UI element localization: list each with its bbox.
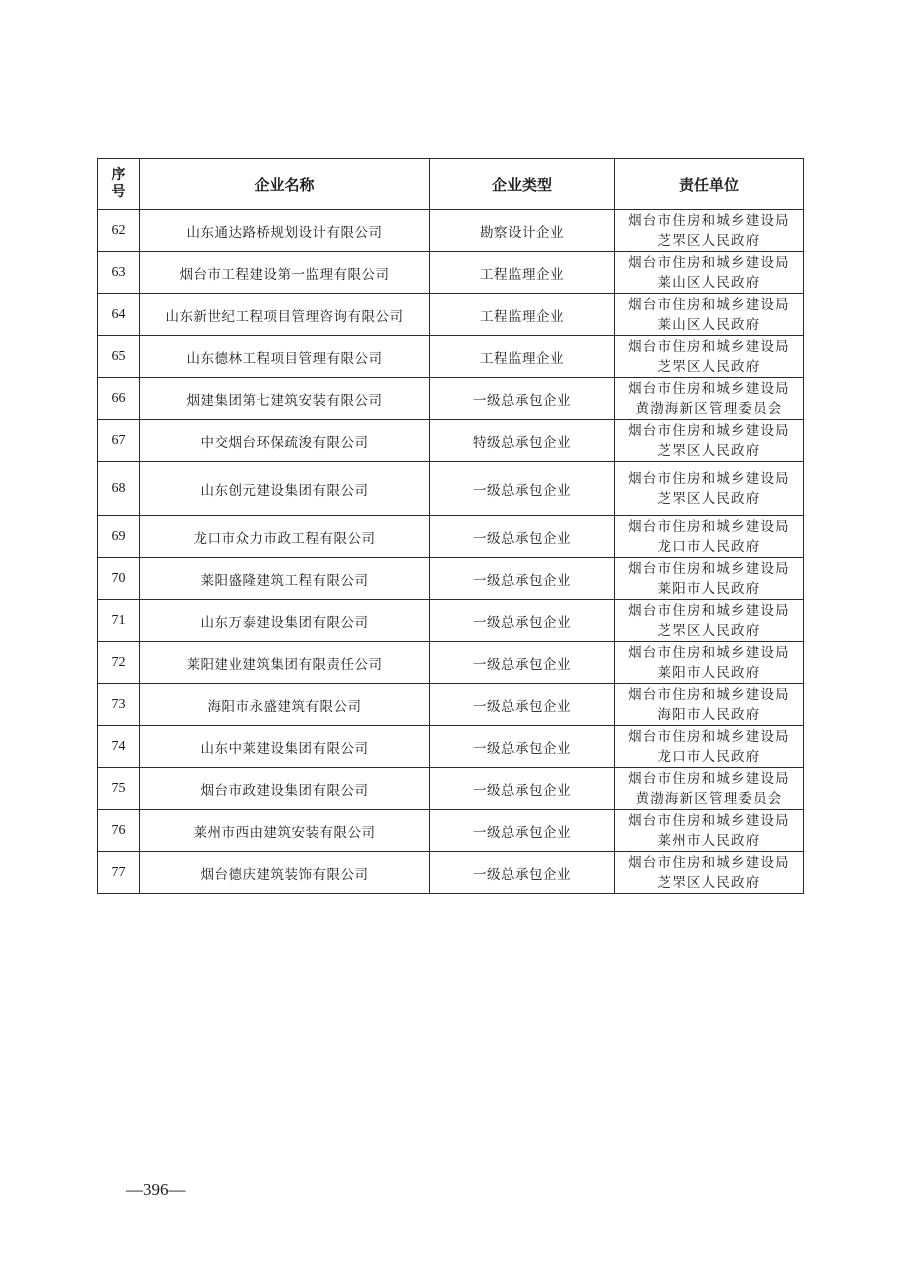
responsible-unit-line2: 海阳市人民政府: [657, 706, 761, 723]
row-number: 73: [98, 684, 140, 726]
responsible-unit-line2: 芝罘区人民政府: [657, 232, 761, 249]
row-number: 76: [98, 810, 140, 852]
row-number: 77: [98, 852, 140, 894]
responsible-unit: [615, 600, 804, 642]
responsible-unit-line1: 烟台市住房和城乡建设局: [628, 602, 790, 619]
company-name: 莱阳建业建筑集团有限责任公司: [140, 642, 430, 684]
responsible-unit: [615, 642, 804, 684]
responsible-unit-line1: 烟台市住房和城乡建设局: [628, 854, 790, 871]
responsible-unit-line1: 烟台市住房和城乡建设局: [628, 254, 790, 271]
responsible-unit: [615, 516, 804, 558]
responsible-unit-line2: 芝罘区人民政府: [657, 622, 761, 639]
company-type: 一级总承包企业: [430, 516, 615, 558]
company-name: 龙口市众力市政工程有限公司: [140, 516, 430, 558]
responsible-unit: [615, 558, 804, 600]
table-row: [98, 210, 804, 252]
company-name: 烟台德庆建筑装饰有限公司: [140, 852, 430, 894]
company-type: 工程监理企业: [430, 252, 615, 294]
table-row: [98, 378, 804, 420]
responsible-unit-line1: 烟台市住房和城乡建设局: [628, 812, 790, 829]
row-number: 69: [98, 516, 140, 558]
row-number: 72: [98, 642, 140, 684]
company-name: 莱阳盛隆建筑工程有限公司: [140, 558, 430, 600]
company-name: 烟台市工程建设第一监理有限公司: [140, 252, 430, 294]
table-row: [98, 726, 804, 768]
company-type: 一级总承包企业: [430, 600, 615, 642]
responsible-unit-line1: 烟台市住房和城乡建设局: [628, 728, 790, 745]
responsible-unit: [615, 210, 804, 252]
header-type: 企业类型: [430, 159, 615, 210]
company-name: 山东通达路桥规划设计有限公司: [140, 210, 430, 252]
responsible-unit: [615, 726, 804, 768]
row-number: 68: [98, 462, 140, 516]
header-seq-line1: 序: [111, 167, 126, 183]
company-type: 一级总承包企业: [430, 378, 615, 420]
responsible-unit-line1: 烟台市住房和城乡建设局: [628, 518, 790, 535]
header-name: 企业名称: [140, 159, 430, 210]
responsible-unit-line1: 烟台市住房和城乡建设局: [628, 770, 790, 787]
company-type: 一级总承包企业: [430, 852, 615, 894]
responsible-unit-line1: 烟台市住房和城乡建设局: [628, 686, 790, 703]
responsible-unit-line2: 莱阳市人民政府: [657, 580, 761, 597]
responsible-unit-line2: 黄渤海新区管理委员会: [635, 790, 783, 807]
responsible-unit-line1: 烟台市住房和城乡建设局: [628, 470, 790, 487]
row-number: 64: [98, 294, 140, 336]
row-number: 66: [98, 378, 140, 420]
company-type: 一级总承包企业: [430, 810, 615, 852]
responsible-unit: [615, 684, 804, 726]
responsible-unit-line1: 烟台市住房和城乡建设局: [628, 296, 790, 313]
responsible-unit: [615, 252, 804, 294]
company-type: 工程监理企业: [430, 294, 615, 336]
table-row: [98, 462, 804, 516]
responsible-unit-line1: 烟台市住房和城乡建设局: [628, 560, 790, 577]
company-type: 一级总承包企业: [430, 768, 615, 810]
company-name: 海阳市永盛建筑有限公司: [140, 684, 430, 726]
page-number: —396—: [126, 1180, 186, 1199]
responsible-unit-line1: 烟台市住房和城乡建设局: [628, 380, 790, 397]
responsible-unit-line2: 龙口市人民政府: [657, 748, 761, 765]
company-type: 一级总承包企业: [430, 684, 615, 726]
company-name: 山东新世纪工程项目管理咨询有限公司: [140, 294, 430, 336]
row-number: 75: [98, 768, 140, 810]
table-row: [98, 516, 804, 558]
responsible-unit-line2: 莱山区人民政府: [657, 316, 761, 333]
company-type: 一级总承包企业: [430, 726, 615, 768]
responsible-unit-line2: 芝罘区人民政府: [657, 874, 761, 891]
responsible-unit: [615, 810, 804, 852]
company-name: 山东创元建设集团有限公司: [140, 462, 430, 516]
responsible-unit-line2: 龙口市人民政府: [657, 538, 761, 555]
responsible-unit-line2: 莱阳市人民政府: [657, 664, 761, 681]
header-unit: 责任单位: [615, 159, 804, 210]
responsible-unit: [615, 420, 804, 462]
company-type: 一级总承包企业: [430, 558, 615, 600]
table-row: [98, 252, 804, 294]
responsible-unit-line1: 烟台市住房和城乡建设局: [628, 422, 790, 439]
responsible-unit-line2: 芝罘区人民政府: [657, 442, 761, 459]
responsible-unit-line2: 芝罘区人民政府: [657, 358, 761, 375]
row-number: 63: [98, 252, 140, 294]
company-name: 山东中莱建设集团有限公司: [140, 726, 430, 768]
table-row: [98, 336, 804, 378]
company-type: 一级总承包企业: [430, 642, 615, 684]
table-row: [98, 810, 804, 852]
table-row: [98, 600, 804, 642]
header-seq: [98, 159, 140, 210]
row-number: 62: [98, 210, 140, 252]
responsible-unit-line2: 莱山区人民政府: [657, 274, 761, 291]
responsible-unit-line2: 莱州市人民政府: [657, 832, 761, 849]
company-type: 勘察设计企业: [430, 210, 615, 252]
row-number: 70: [98, 558, 140, 600]
responsible-unit-line2: 芝罘区人民政府: [657, 490, 761, 507]
responsible-unit-line2: 黄渤海新区管理委员会: [635, 400, 783, 417]
table-row: [98, 852, 804, 894]
table-row: [98, 294, 804, 336]
table-header-row: [98, 159, 804, 210]
responsible-unit: [615, 768, 804, 810]
company-name: 中交烟台环保疏浚有限公司: [140, 420, 430, 462]
row-number: 74: [98, 726, 140, 768]
company-name: 山东万泰建设集团有限公司: [140, 600, 430, 642]
header-seq-line2: 号: [111, 184, 126, 200]
table-row: [98, 558, 804, 600]
table-row: [98, 768, 804, 810]
row-number: 67: [98, 420, 140, 462]
responsible-unit: [615, 294, 804, 336]
row-number: 71: [98, 600, 140, 642]
table-row: [98, 642, 804, 684]
responsible-unit: [615, 462, 804, 516]
company-name: 莱州市西由建筑安装有限公司: [140, 810, 430, 852]
responsible-unit: [615, 852, 804, 894]
company-name: 烟建集团第七建筑安装有限公司: [140, 378, 430, 420]
table-row: [98, 420, 804, 462]
company-type: 一级总承包企业: [430, 462, 615, 516]
enterprise-table: [97, 158, 804, 894]
row-number: 65: [98, 336, 140, 378]
company-type: 特级总承包企业: [430, 420, 615, 462]
company-type: 工程监理企业: [430, 336, 615, 378]
table-row: [98, 684, 804, 726]
responsible-unit-line1: 烟台市住房和城乡建设局: [628, 212, 790, 229]
responsible-unit: [615, 378, 804, 420]
company-name: 山东德林工程项目管理有限公司: [140, 336, 430, 378]
company-name: 烟台市政建设集团有限公司: [140, 768, 430, 810]
responsible-unit-line1: 烟台市住房和城乡建设局: [628, 338, 790, 355]
responsible-unit-line1: 烟台市住房和城乡建设局: [628, 644, 790, 661]
responsible-unit: [615, 336, 804, 378]
